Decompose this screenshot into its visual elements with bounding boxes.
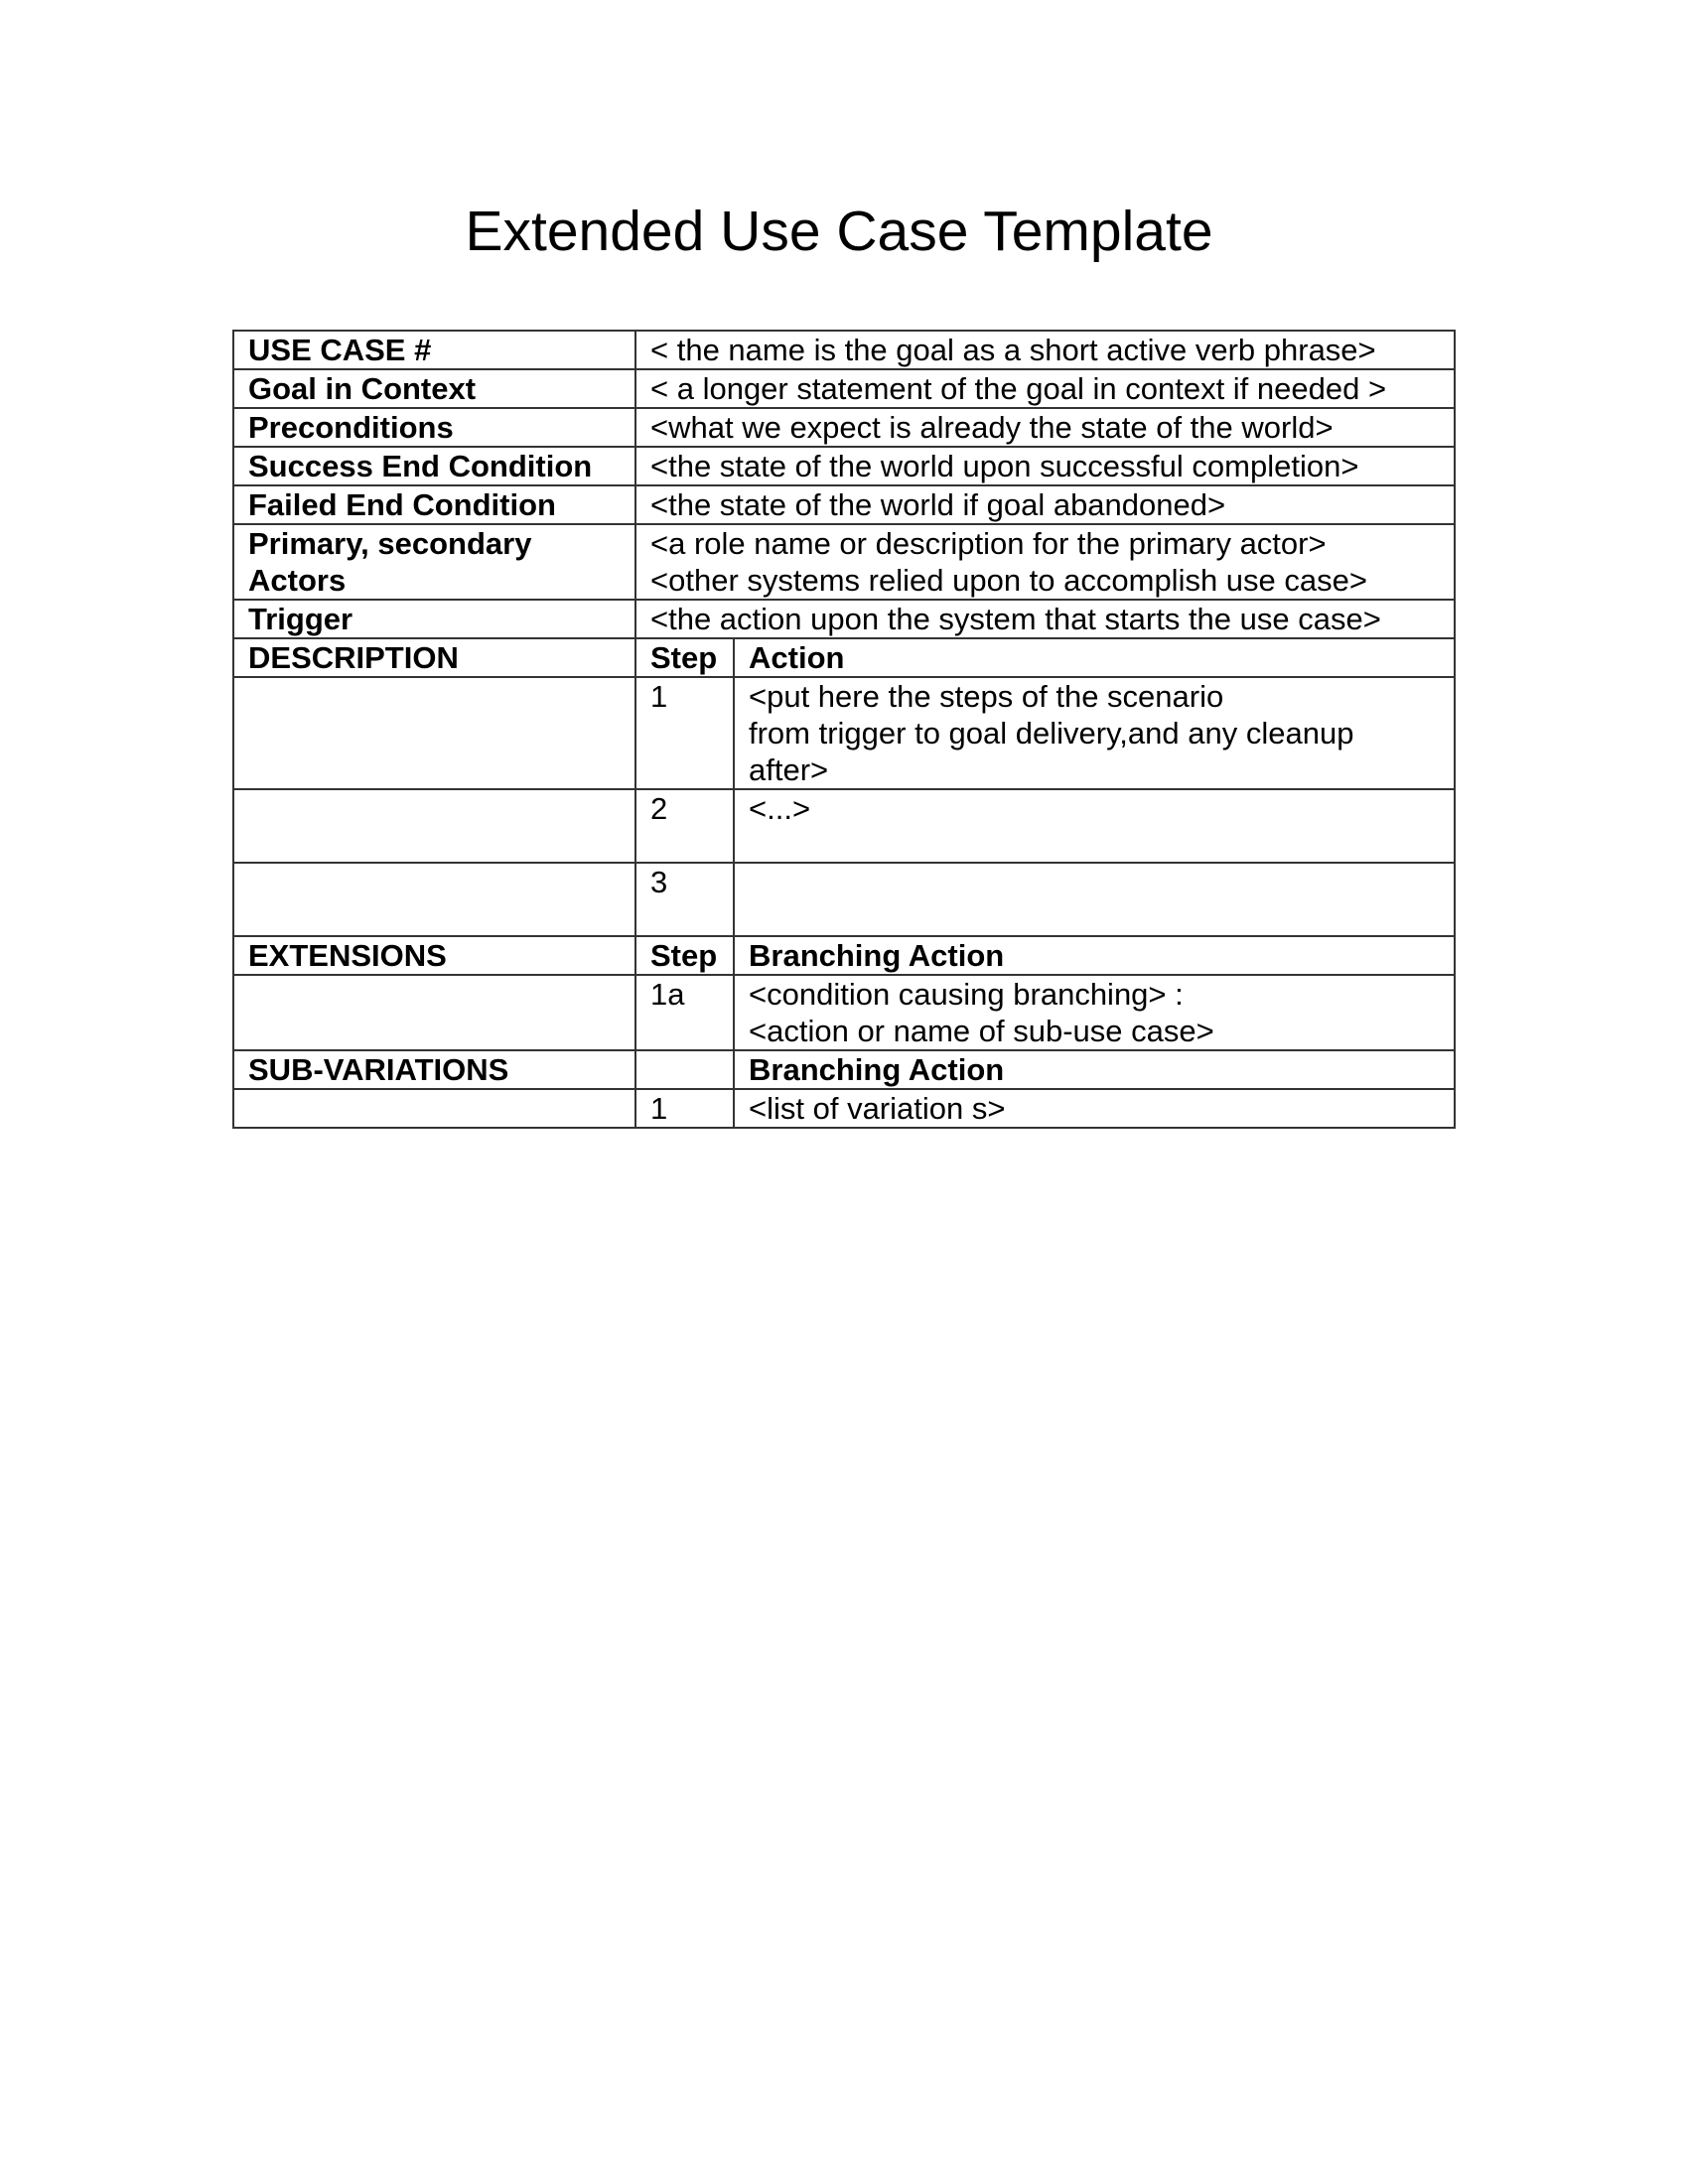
use-case-table xyxy=(232,330,1456,1129)
goal-value: < a longer statement of the goal in context if needed > xyxy=(635,369,1455,408)
table-row xyxy=(233,1089,1455,1128)
subvariation-step: 1 xyxy=(635,1089,734,1128)
row-subvariations-header xyxy=(233,1050,1455,1089)
success-value: <the state of the world upon successful completion> xyxy=(635,447,1455,485)
description-action-header: Action xyxy=(734,638,1455,677)
use-case-value: < the name is the goal as a short active verb phrase> xyxy=(635,331,1455,369)
extension-action-line1: <condition causing branching> : xyxy=(749,977,1184,1012)
description-step-header: Step xyxy=(635,638,734,677)
actors-label-line1: Primary, secondary xyxy=(248,526,532,561)
extensions-action-header: Branching Action xyxy=(734,936,1455,975)
step-number: 2 xyxy=(635,789,734,863)
actors-label xyxy=(233,524,635,600)
goal-label: Goal in Context xyxy=(233,369,635,408)
row-actors xyxy=(233,524,1455,600)
empty-cell xyxy=(233,863,635,936)
subvariation-action: <list of variation s> xyxy=(734,1089,1455,1128)
preconditions-label: Preconditions xyxy=(233,408,635,447)
extension-step: 1a xyxy=(635,975,734,1050)
trigger-value: <the action upon the system that starts the use case> xyxy=(635,600,1455,638)
row-success xyxy=(233,447,1455,485)
success-label: Success End Condition xyxy=(233,447,635,485)
extensions-label: EXTENSIONS xyxy=(233,936,635,975)
step-action xyxy=(734,677,1455,789)
actors-value-line1: <a role name or description for the primary actor> xyxy=(650,526,1327,561)
extensions-step-header: Step xyxy=(635,936,734,975)
row-description-header xyxy=(233,638,1455,677)
document-title: Extended Use Case Template xyxy=(465,200,1213,263)
row-failed xyxy=(233,485,1455,524)
table-row xyxy=(233,975,1455,1050)
actors-label-line2: Actors xyxy=(248,563,347,598)
subvariations-action-header: Branching Action xyxy=(734,1050,1455,1089)
row-preconditions xyxy=(233,408,1455,447)
failed-value: <the state of the world if goal abandoned> xyxy=(635,485,1455,524)
empty-cell xyxy=(233,789,635,863)
step-action-line3: after> xyxy=(749,752,829,787)
step-action-line2: from trigger to goal delivery,and any cleanup xyxy=(749,716,1354,751)
failed-label: Failed End Condition xyxy=(233,485,635,524)
subvariations-step-header xyxy=(635,1050,734,1089)
step-action xyxy=(734,863,1455,936)
table-row xyxy=(233,863,1455,936)
subvariations-label: SUB-VARIATIONS xyxy=(233,1050,635,1089)
step-number: 1 xyxy=(635,677,734,789)
trigger-label: Trigger xyxy=(233,600,635,638)
row-goal xyxy=(233,369,1455,408)
use-case-label: USE CASE # xyxy=(233,331,635,369)
row-trigger xyxy=(233,600,1455,638)
step-action-line1: <put here the steps of the scenario xyxy=(749,679,1224,714)
preconditions-value: <what we expect is already the state of the world> xyxy=(635,408,1455,447)
table-row xyxy=(233,789,1455,863)
table-row xyxy=(233,677,1455,789)
empty-cell xyxy=(233,677,635,789)
actors-value xyxy=(635,524,1455,600)
extension-action-line2: <action or name of sub-use case> xyxy=(749,1014,1214,1048)
row-use-case xyxy=(233,331,1455,369)
step-action: <...> xyxy=(734,789,1455,863)
empty-cell xyxy=(233,1089,635,1128)
description-label: DESCRIPTION xyxy=(233,638,635,677)
empty-cell xyxy=(233,975,635,1050)
row-extensions-header xyxy=(233,936,1455,975)
extension-action xyxy=(734,975,1455,1050)
actors-value-line2: <other systems relied upon to accomplish use case> xyxy=(650,563,1367,598)
step-number: 3 xyxy=(635,863,734,936)
